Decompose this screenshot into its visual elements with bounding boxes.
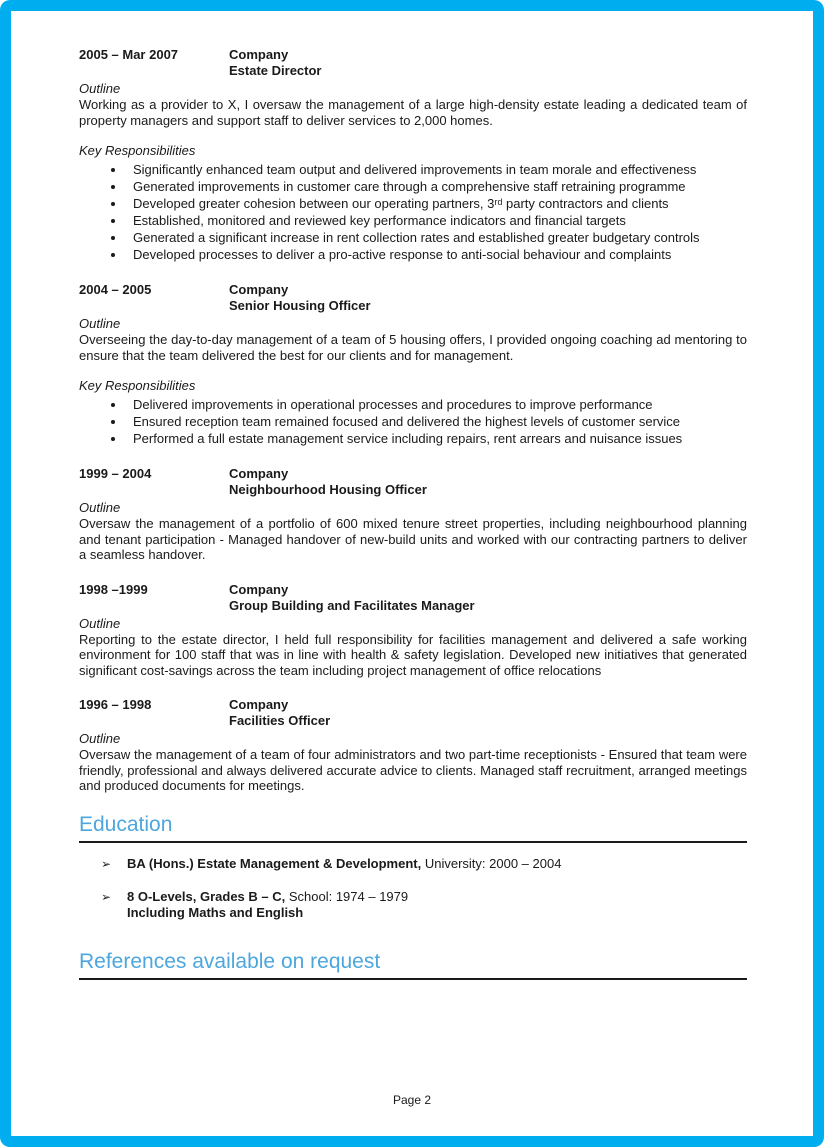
job-company-role bbox=[229, 282, 371, 314]
education-item-line2: Including Maths and English bbox=[127, 904, 304, 920]
job-company: Company bbox=[229, 466, 289, 481]
outline-label: Outline bbox=[79, 615, 121, 631]
job-role: Senior Housing Officer bbox=[229, 298, 371, 313]
responsibility-item: • Generated a significant increase in rent collection rates and established greater budgetary controls bbox=[126, 229, 747, 246]
responsibilities-list bbox=[79, 396, 747, 447]
job-date: 2005 – Mar 2007 bbox=[79, 47, 179, 62]
job-company: Company bbox=[229, 47, 289, 62]
job-company: Company bbox=[229, 581, 289, 597]
education-detail: School: 1974 – 1979 bbox=[288, 888, 409, 904]
responsibilities-label: Key Responsibilities bbox=[79, 378, 196, 393]
job-header bbox=[79, 282, 747, 314]
arrowhead-bullet-icon: ➢ bbox=[101, 889, 112, 904]
job-company-role bbox=[229, 47, 321, 79]
responsibility-item: • Generated improvements in customer care through a comprehensive staff retraining programme bbox=[126, 178, 747, 195]
responsibility-item: • Developed greater cohesion between our operating partners, 3ʳᵈ party contractors and clients bbox=[126, 195, 747, 212]
cv-content bbox=[11, 11, 813, 980]
job-role: Facilities Officer bbox=[229, 713, 331, 728]
education-item bbox=[79, 856, 747, 872]
job-entry bbox=[79, 47, 747, 263]
responsibility-item: • Performed a full estate management service including repairs, rent arrears and nuisance issues bbox=[126, 430, 747, 447]
job-company: Company bbox=[229, 697, 289, 712]
outline-label: Outline bbox=[79, 316, 121, 331]
outline-label: Outline bbox=[79, 500, 121, 515]
education-list bbox=[79, 856, 747, 921]
job-role: Estate Director bbox=[229, 63, 322, 78]
responsibility-item: • Delivered improvements in operational processes and procedures to improve performance bbox=[126, 396, 747, 413]
job-header bbox=[79, 466, 747, 498]
outline-label: Outline bbox=[79, 81, 121, 96]
education-detail: University: 2000 – 2004 bbox=[421, 855, 562, 871]
responsibilities-list bbox=[79, 161, 747, 263]
job-date: 1998 –1999 bbox=[79, 581, 148, 597]
responsibility-item: • Significantly enhanced team output and delivered improvements in team morale and effectiveness bbox=[126, 161, 747, 178]
job-entry bbox=[79, 466, 747, 563]
education-item-text bbox=[127, 889, 408, 921]
job-role: Group Building and Facilitates Manager bbox=[229, 597, 475, 613]
job-entry bbox=[79, 582, 747, 679]
arrowhead-bullet-icon: ➢ bbox=[101, 856, 112, 871]
outline-text: Reporting to the estate director, I held full responsibility for facilities management and delivered a safe working environment for 100 staff that was in line with health & safety legislation. Developed new initiatives that generated significant cost-savings across the team including project management of office relocations bbox=[79, 631, 747, 678]
job-header bbox=[79, 582, 747, 614]
job-header bbox=[79, 47, 747, 79]
education-heading: Education bbox=[79, 813, 747, 843]
outline-text: Overseeing the day-to-day management of a team of 5 housing offers, I provided ongoing coaching ad mentoring to ensure that the team delivered the best for our clients and for management. bbox=[79, 332, 747, 363]
job-header bbox=[79, 697, 747, 729]
responsibility-item: • Developed processes to deliver a pro-active response to anti-social behaviour and complaints bbox=[126, 246, 747, 263]
education-qualification: 8 O-Levels, Grades B – C, bbox=[127, 888, 286, 904]
job-company-role bbox=[229, 697, 330, 729]
outline-text: Oversaw the management of a portfolio of 600 mixed tenure street properties, including neighbourhood planning and tenant participation - Managed handover of new-build units and worked with our contracting partners to deliver a seamless handover. bbox=[79, 516, 747, 562]
job-entry bbox=[79, 697, 747, 794]
job-role: Neighbourhood Housing Officer bbox=[229, 482, 427, 497]
job-date: 1999 – 2004 bbox=[79, 466, 152, 481]
page-number: Page 2 bbox=[392, 1093, 432, 1107]
job-company-role bbox=[229, 582, 475, 614]
outline-label: Outline bbox=[79, 731, 121, 746]
references-heading: References available on request bbox=[79, 950, 747, 980]
job-company-role bbox=[229, 466, 427, 498]
responsibility-item: • Ensured reception team remained focused and delivered the highest levels of customer service bbox=[126, 413, 747, 430]
job-date: 1996 – 1998 bbox=[79, 697, 152, 712]
education-qualification: BA (Hons.) Estate Management & Development, bbox=[127, 855, 422, 871]
job-company: Company bbox=[229, 282, 289, 297]
education-item-text bbox=[127, 856, 561, 872]
outline-text: Working as a provider to X, I oversaw the management of a large high-density estate leading a dedicated team of property managers and support staff to deliver services to 2,000 homes. bbox=[79, 97, 747, 128]
education-item bbox=[79, 889, 747, 921]
job-entry bbox=[79, 282, 747, 447]
outline-text: Oversaw the management of a team of four administrators and two part-time receptionists - Ensured that team were friendly, professional and always delivered accurate advice to clients. Managed staff recruitment, arranged meetings and produced documents for meetings. bbox=[79, 747, 747, 793]
job-date: 2004 – 2005 bbox=[79, 282, 152, 297]
responsibility-item: • Established, monitored and reviewed key performance indicators and financial targets bbox=[126, 212, 747, 229]
responsibilities-label: Key Responsibilities bbox=[79, 143, 196, 158]
